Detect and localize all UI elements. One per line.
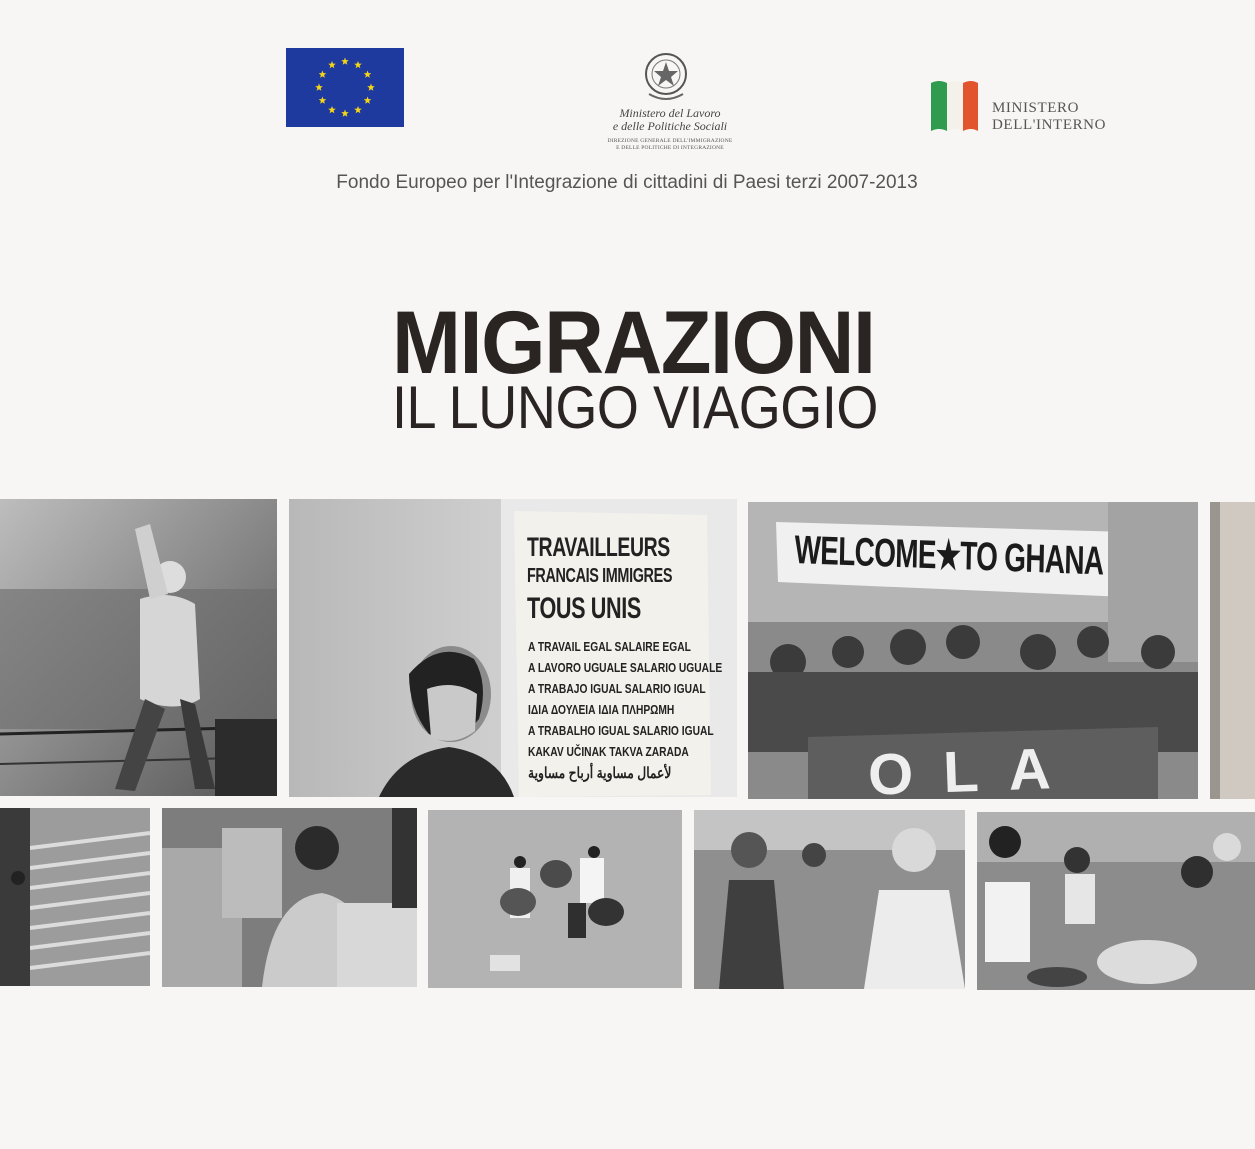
italian-republic-emblem-icon — [641, 50, 691, 104]
poster-heading-3: TOUS UNIS — [527, 592, 641, 625]
book-title: MIGRAZIONI — [392, 292, 875, 392]
photo-staircase — [0, 808, 150, 986]
poster-line: A TRAVAIL EGAL SALAIRE EGAL — [528, 640, 691, 654]
photo-travellers-bags — [428, 810, 682, 988]
poster-heading-1: TRAVAILLEURS — [527, 532, 670, 562]
photo-window-cleaner — [0, 499, 277, 796]
poster-line: KAKAV UČINAK TAKVA ZARADA — [528, 745, 689, 759]
poster-heading-2: FRANCAIS IMMIGRES — [527, 565, 673, 587]
poster-line: A TRABALHO IGUAL SALARIO IGUAL — [528, 724, 714, 738]
photo-bus-passenger — [162, 808, 417, 987]
banner-bottom-text: OLA — [866, 735, 1082, 808]
photo-edge-column — [1210, 502, 1255, 799]
labour-ministry-name: Ministero del Lavoro e delle Politiche Sociali — [612, 106, 728, 133]
poster-line: ΙΔΙΑ ΔΟΥΛΕΙΑ ΙΔΙΑ ΠΛΗΡΩΜΗ — [528, 703, 675, 717]
labour-ministry-department: DIREZIONE GENERALE DELL'IMMIGRAZIONE E DELLE POLITICHE DI INTEGRAZIONE — [607, 138, 733, 151]
interior-ministry-name: MINISTERO DELL'INTERNO — [992, 100, 1107, 133]
poster-line-arabic: لأعمال مساوية أرباح مساوية — [528, 765, 672, 782]
banner-welcome-text: WELCOME★TO GHANA — [794, 527, 1104, 584]
poster-line: A TRABAJO IGUAL SALARIO IGUAL — [528, 682, 706, 696]
book-subtitle: IL LUNGO VIAGGIO — [392, 374, 878, 441]
italian-flag-icon — [931, 79, 978, 131]
photo-street-crowd — [694, 810, 965, 989]
eu-flag-icon — [286, 48, 404, 127]
poster-line: A LAVORO UGUALE SALARIO UGUALE — [528, 661, 723, 675]
photo-food-serving — [977, 812, 1255, 990]
fund-line: Fondo Europeo per l'Integrazione di cittadini di Paesi terzi 2007-2013 — [336, 172, 918, 193]
